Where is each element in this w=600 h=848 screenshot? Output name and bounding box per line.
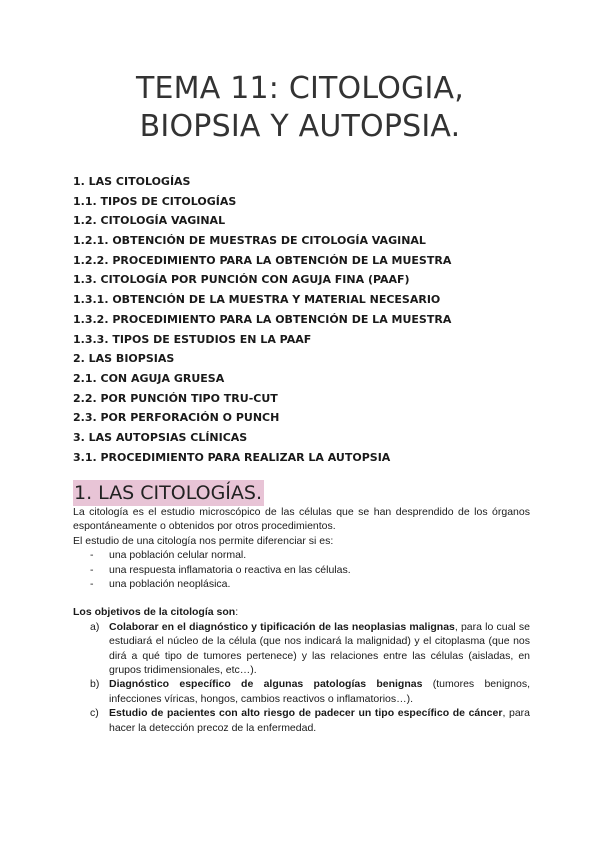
- objective-bold-text: Diagnóstico específico de algunas patologías benignas: [109, 678, 423, 691]
- toc-item: 1.2.2. PROCEDIMIENTO PARA LA OBTENCIÓN DE LA MUESTRA: [73, 253, 452, 267]
- list-item: [73, 548, 530, 562]
- document-title: [0, 70, 600, 146]
- objectives-title-text: Los objetivos de la citología son: [73, 606, 236, 619]
- toc-item: 1.3. CITOLOGÍA POR PUNCIÓN CON AGUJA FINA (PAAF): [73, 273, 410, 287]
- list-item-text: una población neoplásica.: [109, 578, 231, 591]
- objective-text: , para lo cual se estudiará el núcleo de la célula (que nos indicará la malignidad) y el citoplasma (que nos dirá a qué tipo de tumores pertenece) y las relaciones entre las células (aisladas, en grupos tridimensionales, etc…).: [109, 620, 530, 677]
- list-item: [73, 563, 530, 577]
- dash-marker: -: [90, 563, 94, 576]
- objectives-title-colon: :: [235, 606, 239, 619]
- title-line-2: BIOPSIA Y AUTOPSIA.: [139, 109, 461, 144]
- list-item-text: una respuesta inflamatoria o reactiva en las células.: [109, 563, 351, 576]
- toc-item: 2.2. POR PUNCIÓN TIPO TRU-CUT: [73, 391, 278, 405]
- toc-item: 1.3.1. OBTENCIÓN DE LA MUESTRA Y MATERIAL NECESARIO: [73, 293, 441, 307]
- toc-item: 1. LAS CITOLOGÍAS: [73, 175, 191, 188]
- toc-item: 1.2.1. OBTENCIÓN DE MUESTRAS DE CITOLOGÍA VAGINAL: [73, 234, 426, 248]
- toc-item: 2.1. CON AGUJA GRUESA: [73, 371, 225, 385]
- toc-item: 3. LAS AUTOPSIAS CLÍNICAS: [73, 430, 248, 444]
- list-marker: c): [90, 707, 99, 720]
- objective-text: , para hacer la detección precoz de la enfermedad.: [109, 707, 530, 734]
- section-heading: 1. LAS CITOLOGÍAS.: [74, 482, 263, 504]
- toc-item: 1.2. CITOLOGÍA VAGINAL: [73, 214, 226, 228]
- objective-text: (tumores benignos, infecciones víricas, hongos, cambios reactivos o inflamatorios…).: [109, 678, 530, 705]
- intro-paragraph: El estudio de una citología nos permite diferenciar si es:: [73, 534, 334, 547]
- list-item: [73, 577, 530, 591]
- list-item-text: una población celular normal.: [109, 549, 247, 562]
- section-body: [73, 505, 530, 735]
- title-line-1: TEMA 11: CITOLOGIA,: [136, 71, 464, 106]
- list-item: [73, 677, 530, 706]
- toc-item: 3.1. PROCEDIMIENTO PARA REALIZAR LA AUTOPSIA: [73, 450, 391, 464]
- objectives-title: [73, 605, 530, 619]
- toc-item: 1.1. TIPOS DE CITOLOGÍAS: [73, 194, 237, 208]
- objective-bold-text: Colaborar en el diagnóstico y tipificación de las neoplasias malignas: [109, 620, 455, 633]
- objectives-list: [73, 620, 530, 735]
- differentiate-list: [73, 548, 530, 591]
- list-item: [73, 706, 530, 735]
- list-marker: a): [90, 620, 100, 633]
- toc-item: 2.3. POR PERFORACIÓN O PUNCH: [73, 411, 280, 425]
- dash-marker: -: [90, 578, 94, 591]
- intro-paragraph: La citología es el estudio microscópico de las células que se han desprendido de los órganos espontáneamente o obtenidos por otros procedimientos.: [73, 506, 530, 533]
- toc-item: 1.3.2. PROCEDIMIENTO PARA LA OBTENCIÓN DE LA MUESTRA: [73, 312, 452, 326]
- list-marker: b): [90, 678, 100, 691]
- table-of-contents: [73, 172, 543, 467]
- toc-item: 2. LAS BIOPSIAS: [73, 352, 175, 366]
- objective-bold-text: Estudio de pacientes con alto riesgo de padecer un tipo específico de cáncer: [109, 707, 503, 720]
- dash-marker: -: [90, 549, 94, 562]
- toc-item: 1.3.3. TIPOS DE ESTUDIOS EN LA PAAF: [73, 332, 312, 346]
- list-item: [73, 620, 530, 678]
